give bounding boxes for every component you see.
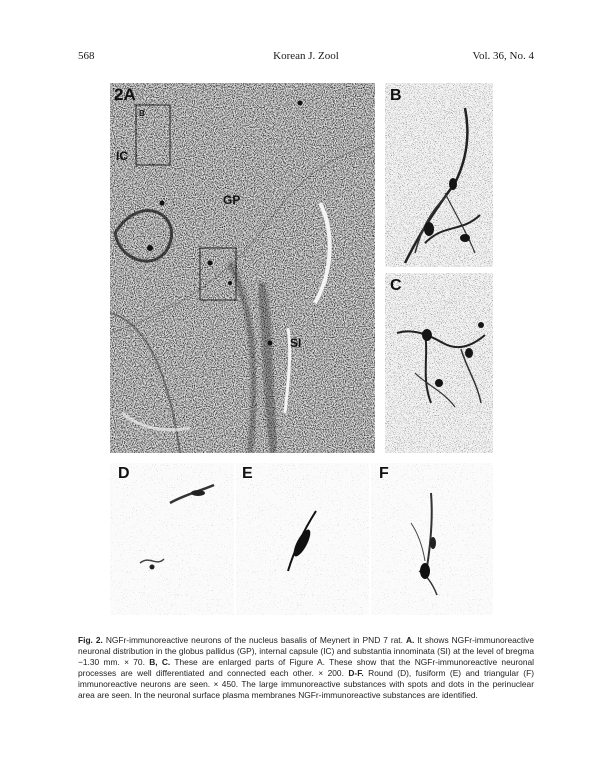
caption-df-label: D-F. [348,668,364,679]
caption-text-2: It shows NGFr-immunoreactive neuronal distribution in the globus pallidus (GP), internal capsule (IC) and substantia innominata (SI) at the level of bregma −1.30 mm. × 70. [78,635,534,668]
caption-bc-label: B, C. [149,657,171,668]
label-ic: IC [116,149,128,163]
figure-caption [78,635,534,701]
caption-text-1: NGFr-immunoreactive neurons of the nucleus basalis of Meynert in PND 7 rat. [102,635,406,646]
caption-text-4: Round (D), fusiform (E) and triangular (F) immunoreactive neurons are seen. × 450. The large immunoreactive substances with spots and dots in the perinuclear area are seen. In the neuronal surface plasma membranes NGFr-immunoreactive substances are identified. [78,668,534,701]
caption-text-3: These are enlarged parts of Figure A. These show that the NGFr-immunoreactive neuronal processes are well differentiated and connected each other. × 200. [78,657,535,679]
figure-panel-c [385,273,493,453]
micrograph-b [385,83,493,267]
micrograph-f [371,463,493,615]
panel-f-label: F [379,465,389,482]
figure-panel-e [236,463,369,615]
micrograph-a [110,83,375,453]
figure-panel-d [110,463,234,615]
figure-panel-f [371,463,493,615]
panel-d-label: D [118,465,130,482]
caption-a-label: A. [405,635,415,646]
micrograph-c [385,273,493,453]
panel-c-label: C [390,277,402,294]
page-header [78,50,534,66]
micrograph-d [110,463,234,615]
page-number: 568 [78,50,95,62]
label-si: SI [290,336,302,350]
caption-fig-label: Fig. 2. [78,635,103,646]
figure-panel-a [110,83,375,453]
journal-title: Korean J. Zool [273,50,339,62]
panel-e-label: E [242,465,253,482]
panel-b-label: B [390,87,402,104]
figure-panel-b [385,83,493,267]
volume-info: Vol. 36, No. 4 [472,50,534,62]
micrograph-e [236,463,369,615]
inset-b-marker: B [139,109,145,118]
label-gp: GP [223,193,241,207]
panel-a-label: 2A [114,85,136,104]
